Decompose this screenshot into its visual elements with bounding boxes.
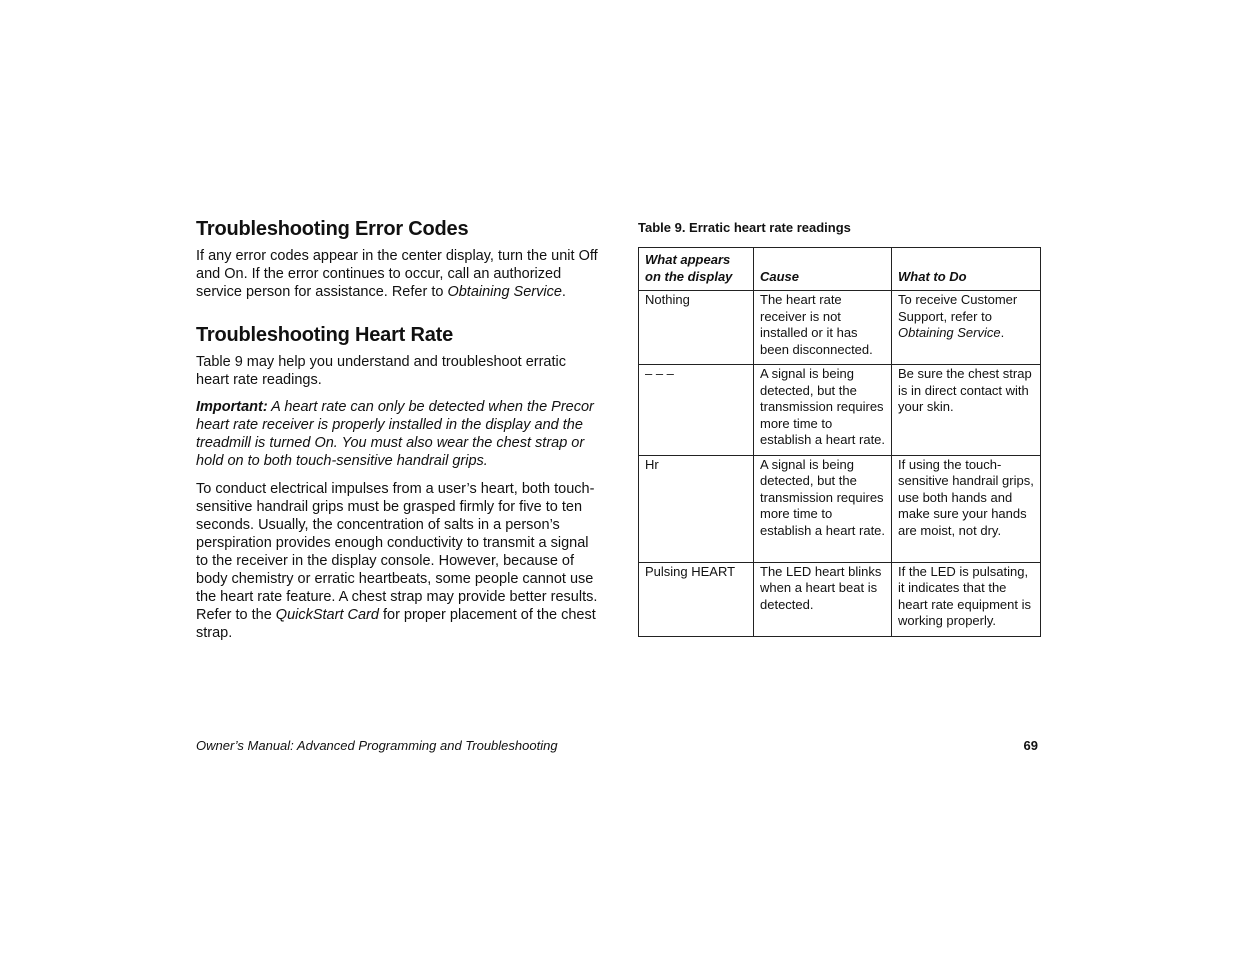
- cell-what-to-do: [892, 291, 1041, 365]
- error-codes-text-end: .: [561, 284, 566, 300]
- table-header-row: [639, 248, 1041, 291]
- table-row: [639, 455, 1041, 562]
- important-note: [196, 398, 601, 470]
- page-number: 69: [1023, 738, 1038, 753]
- table-caption: Table 9. Erratic heart rate readings: [638, 220, 851, 235]
- section-heading-heart-rate: Troubleshooting Heart Rate: [196, 324, 454, 346]
- table-row: [639, 365, 1041, 456]
- cell-display: Nothing: [639, 291, 754, 365]
- cell-cause: A signal is being detected, but the transmission requires more time to establish a heart rate.: [754, 365, 892, 456]
- error-codes-paragraph: [196, 247, 601, 301]
- table-row: [639, 562, 1041, 636]
- todo-text: If the LED is pulsating, it indicates that the heart rate equipment is working properly.: [898, 563, 1031, 628]
- column-header-what-to-do: What to Do: [892, 248, 1041, 291]
- todo-text: If using the touch-sensitive handrail grips, use both hands and make sure your hands are moist, not dry.: [898, 456, 1034, 538]
- right-column: [638, 219, 1040, 637]
- todo-text-end: .: [1000, 325, 1005, 340]
- cell-display: Pulsing HEART: [639, 562, 754, 636]
- cell-cause: The LED heart blinks when a heart beat is detected.: [754, 562, 892, 636]
- column-header-cause: Cause: [754, 248, 892, 291]
- column-header-display: What appears on the display: [639, 248, 754, 291]
- section-heading-error-codes: Troubleshooting Error Codes: [196, 218, 469, 240]
- heart-rate-body: [196, 480, 601, 642]
- cell-cause: A signal is being detected, but the transmission requires more time to establish a heart rate.: [754, 455, 892, 562]
- table-row: [639, 291, 1041, 365]
- cell-what-to-do: [892, 455, 1041, 562]
- todo-text: Be sure the chest strap is in direct contact with your skin.: [898, 366, 1032, 414]
- important-text: A heart rate can only be detected when the Precor heart rate receiver is properly installed in the display and the treadmill is turned On. You must also wear the chest strap or hold on to both touch-sensitive handrail grips.: [196, 399, 594, 469]
- heart-rate-body-text-end: for proper placement of the chest strap.: [196, 607, 596, 641]
- quickstart-card-reference: QuickStart Card: [275, 607, 379, 623]
- heart-rate-intro: Table 9 may help you understand and troubleshoot erratic heart rate readings.: [196, 354, 566, 388]
- cell-what-to-do: [892, 562, 1041, 636]
- heart-rate-body-text: To conduct electrical impulses from a user’s heart, both touch-sensitive handrail grips must be grasped firmly for five to ten seconds. Usually, the concentration of salts in a person’s perspiration provides enough conductivity to transmit a signal to the receiver in the display console. However, because of body chemistry or erratic heartbeats, some people cannot use the heart rate feature. A chest strap may provide better results. Refer to the: [196, 481, 598, 623]
- cell-cause: The heart rate receiver is not installed or it has been disconnected.: [754, 291, 892, 365]
- cell-what-to-do: [892, 365, 1041, 456]
- todo-text: To receive Customer Support, refer to: [898, 292, 1018, 324]
- footer-title: Owner’s Manual: Advanced Programming and Troubleshooting: [196, 738, 558, 753]
- obtaining-service-reference: Obtaining Service: [447, 284, 562, 300]
- todo-reference: Obtaining Service: [898, 325, 1001, 340]
- cell-display: – – –: [639, 365, 754, 456]
- important-label: Important:: [196, 399, 268, 415]
- left-column: [196, 216, 601, 642]
- erratic-heart-rate-table: [638, 247, 1041, 637]
- cell-display: Hr: [639, 455, 754, 562]
- error-codes-text: If any error codes appear in the center display, turn the unit Off and On. If the error continues to occur, call an authorized service person for assistance. Refer to: [196, 248, 598, 300]
